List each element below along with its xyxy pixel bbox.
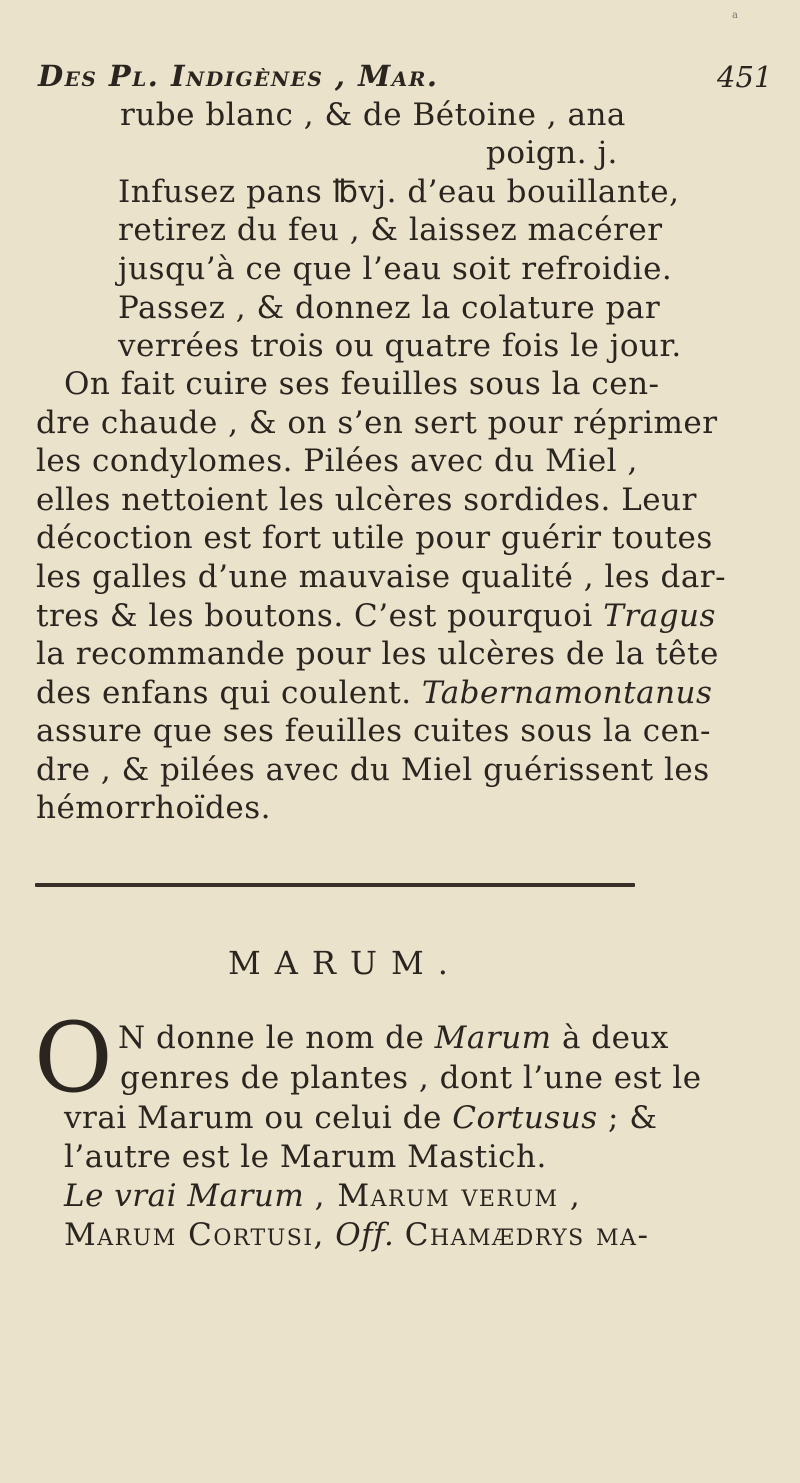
corner-mark: a [732,10,738,21]
text-line: les condylomes. Pilées avec du Miel , [36,443,638,479]
section-heading: MARUM. [228,944,462,982]
text-span: ; & [608,1100,658,1136]
page-number: 451 [717,60,773,94]
text-span: Marum Cortusi, [64,1217,325,1253]
text-line: verrées trois ou quatre fois le jour. [118,328,682,364]
text-line: l’autre est le Marum Mastich. [64,1139,547,1175]
text-line: dre , & pilées avec du Miel guérissent les [36,752,710,788]
ornamental-rule [35,883,635,887]
text-line: retirez du feu , & laissez macérer [118,212,663,248]
text-line [64,1178,581,1214]
text-line: jusqu’à ce que l’eau soit refroidie. [118,251,673,287]
text-span: N donne le nom de [118,1020,425,1056]
italic-name: Le vrai Marum [64,1178,305,1214]
text-line: les galles d’une mauvaise qualité , les dar- [36,559,727,595]
text-line: décoction est fort utile pour guérir toutes [36,520,713,556]
drop-capital: O [34,1002,113,1114]
text-line: On fait cuire ses feuilles sous la cen- [64,366,660,402]
text-line: dre chaude , & on s’en sert pour réprimer [36,405,718,441]
text-line: poign. j. [486,135,618,171]
text-span: vrai Marum ou celui de [64,1100,442,1136]
text-line: Infusez pans ℔vj. d’eau bouillante, [118,174,680,210]
text-line [36,598,716,634]
text-span: Chamædrys ma- [404,1217,650,1253]
italic-name: Cortusus [452,1100,598,1136]
text-span: tres & les boutons. C’est pourquoi [36,598,593,634]
text-line [64,1100,657,1136]
running-title: Des Pl. Indigènes , Mar. [38,59,439,93]
text-line: rube blanc , & de Bétoine , ana [120,97,626,133]
italic-name: Tabernamontanus [421,675,713,711]
italic-name: Tragus [603,598,716,634]
text-line: genres de plantes , dont l’une est le [120,1060,702,1096]
text-span: des enfans qui coulent. [36,675,412,711]
text-line: hémorrhoïdes. [36,790,272,826]
text-line [64,1217,649,1253]
text-line [118,1020,669,1056]
text-line [36,675,712,711]
text-line: la recommande pour les ulcères de la tête [36,636,719,672]
text-span: à deux [561,1020,669,1056]
text-line: Passez , & donnez la colature par [118,290,661,326]
text-span: , Marum verum , [314,1178,582,1214]
text-line: assure que ses feuilles cuites sous la cen- [36,713,711,749]
text-line: elles nettoient les ulcères sordides. Leur [36,482,697,518]
italic-name: Off. [335,1217,395,1253]
italic-name: Marum [434,1020,552,1056]
